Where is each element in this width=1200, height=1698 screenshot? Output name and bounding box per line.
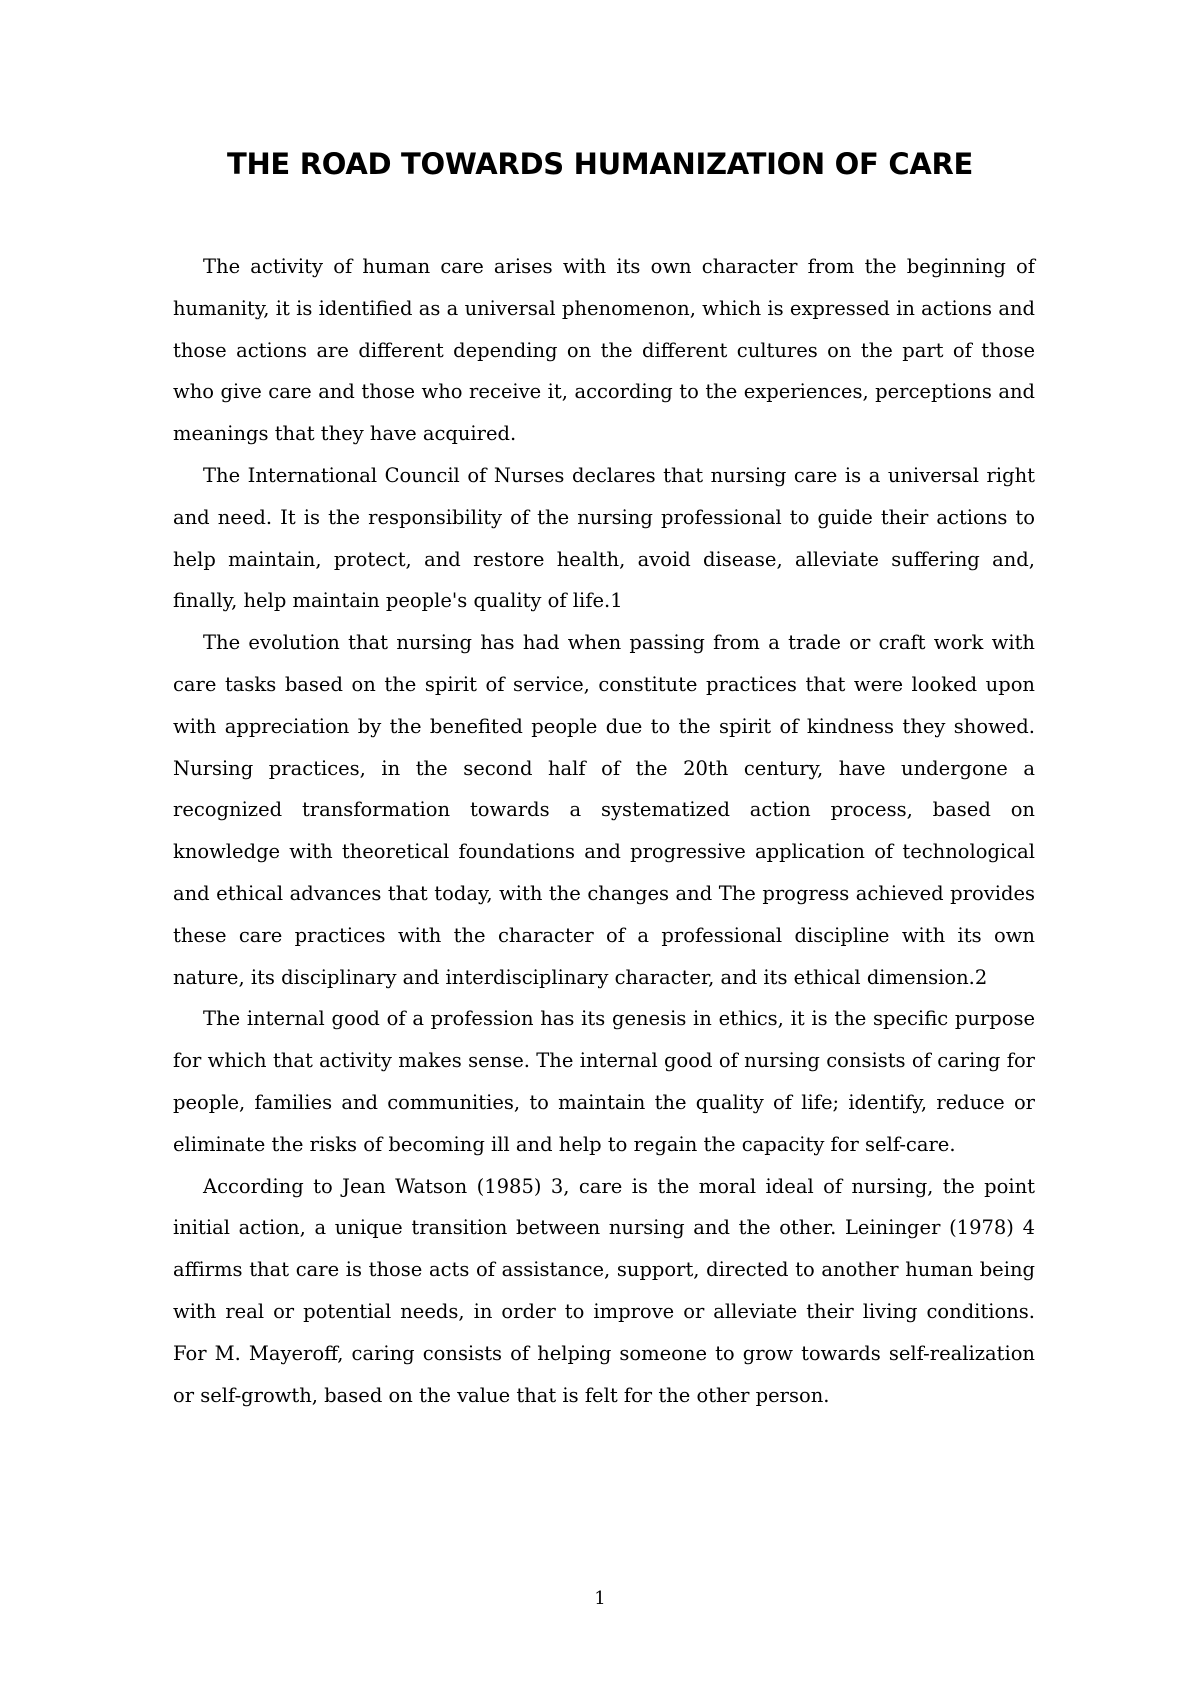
document-title: THE ROAD TOWARDS HUMANIZATION OF CARE: [226, 147, 974, 181]
paragraph-icn: The International Council of Nurses declares that nursing care is a universal right and need. It is the responsibility of the nursing professional to guide their actions to help maintain, protect, and restore health, avoid disease, alleviate suffering and, finally, help maintain people's quality of life.1: [173, 463, 1035, 613]
paragraph-internal-good: The internal good of a profession has its genesis in ethics, it is the specific purpose for which that activity makes sense. The internal good of nursing consists of caring for people, families and communities, to maintain the quality of life; identify, reduce or eliminate the risks of becoming ill and help to regain the capacity for self-care.: [173, 1007, 1035, 1156]
paragraph-evolution: The evolution that nursing has had when passing from a trade or craft work with care tasks based on the spirit of service, constitute practices that were looked upon with appreciation by the benefited people due to the spirit of kindness they showed. Nursing practices, in the second half of the 20th century, have undergone a recognized transformation towards a systematized action process, based on knowledge with theoretical foundations and progressive application of technological and ethical advances that today, with the changes and The progress achieved provides these care practices with the character of a professional discipline with its own nature, its disciplinary and interdisciplinary character, and its ethical dimension.2: [173, 631, 1035, 989]
document-body: [173, 246, 1035, 1416]
page-number: 1: [594, 1588, 606, 1609]
paragraph-watson: According to Jean Watson (1985) 3, care is the moral ideal of nursing, the point initial action, a unique transition between nursing and the other. Leininger (1978) 4 affirms that care is those acts of assistance, support, directed to another human being with real or potential needs, in order to improve or alleviate their living conditions. For M. Mayeroff, caring consists of helping someone to grow towards self-realization or self-growth, based on the value that is felt for the other person.: [173, 1174, 1035, 1407]
paragraph-intro: The activity of human care arises with its own character from the beginning of humanity, it is identified as a universal phenomenon, which is expressed in actions and those actions are different depending on the different cultures on the part of those who give care and those who receive it, according to the experiences, perceptions and meanings that they have acquired.: [173, 255, 1035, 446]
